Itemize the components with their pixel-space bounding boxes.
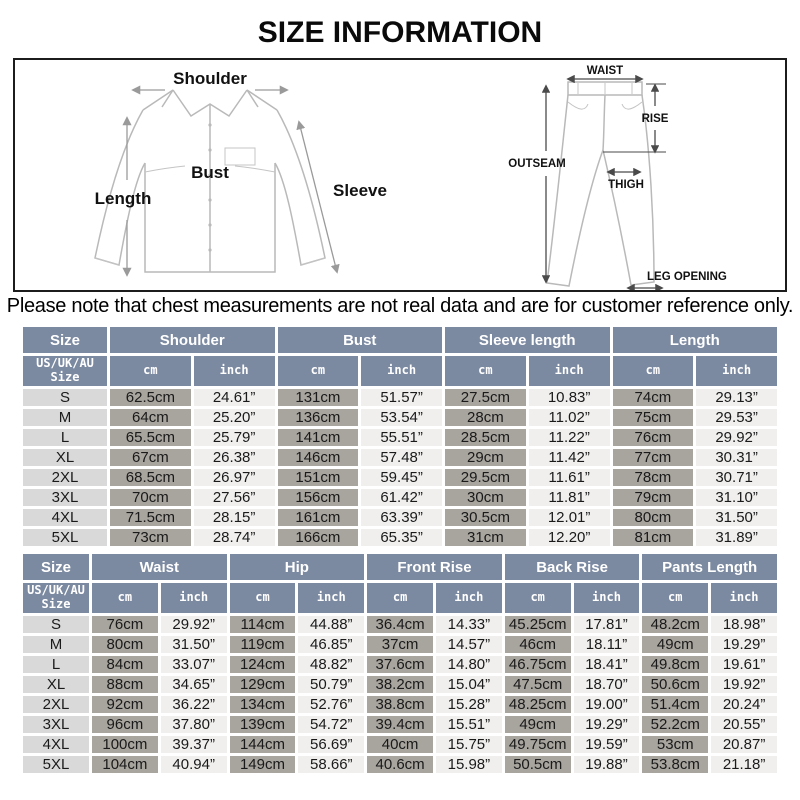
size-row-m — [23, 409, 777, 426]
cm-value-cell: 129cm — [230, 676, 296, 693]
inch-value-cell: 15.51” — [436, 716, 502, 733]
cm-value-cell: 50.5cm — [505, 756, 571, 773]
size-row-xl — [23, 676, 777, 693]
cm-value-cell: 38.8cm — [367, 696, 433, 713]
sleeve-arrow — [299, 122, 337, 272]
size-column-header: Size — [23, 327, 107, 353]
size-row-m — [23, 636, 777, 653]
inch-value-cell: 34.65” — [161, 676, 227, 693]
cm-value-cell: 92cm — [92, 696, 158, 713]
inch-value-cell: 21.18” — [711, 756, 777, 773]
cm-value-cell: 79cm — [613, 489, 694, 506]
inch-value-cell: 26.38” — [194, 449, 275, 466]
cm-value-cell: 31cm — [445, 529, 526, 546]
cm-unit-header: cm — [367, 583, 433, 613]
inch-value-cell: 53.54” — [361, 409, 442, 426]
inch-value-cell: 30.31” — [696, 449, 777, 466]
size-cell: 4XL — [23, 736, 89, 753]
cm-value-cell: 88cm — [92, 676, 158, 693]
size-cell: XL — [23, 449, 107, 466]
group-header: Shoulder — [110, 327, 275, 353]
inch-value-cell: 14.57” — [436, 636, 502, 653]
inch-value-cell: 19.59” — [574, 736, 640, 753]
inch-value-cell: 15.04” — [436, 676, 502, 693]
size-row-4xl — [23, 736, 777, 753]
cm-value-cell: 53cm — [642, 736, 708, 753]
cm-value-cell: 76cm — [613, 429, 694, 446]
inch-value-cell: 19.61” — [711, 656, 777, 673]
cm-value-cell: 71.5cm — [110, 509, 191, 526]
inch-value-cell: 25.20” — [194, 409, 275, 426]
cm-value-cell: 114cm — [230, 616, 296, 633]
inch-value-cell: 31.89” — [696, 529, 777, 546]
inch-value-cell: 31.50” — [696, 509, 777, 526]
inch-value-cell: 44.88” — [298, 616, 364, 633]
size-row-s — [23, 616, 777, 633]
length-label: Length — [94, 189, 152, 208]
inch-value-cell: 46.85” — [298, 636, 364, 653]
cm-value-cell: 50.6cm — [642, 676, 708, 693]
cm-value-cell: 29cm — [445, 449, 526, 466]
cm-value-cell: 49cm — [642, 636, 708, 653]
cm-unit-header: cm — [445, 356, 526, 386]
inch-value-cell: 28.15” — [194, 509, 275, 526]
inch-unit-header: inch — [696, 356, 777, 386]
cm-value-cell: 49.8cm — [642, 656, 708, 673]
inch-unit-header: inch — [529, 356, 610, 386]
cm-value-cell: 62.5cm — [110, 389, 191, 406]
pants-size-table-wrap — [0, 551, 800, 776]
size-cell: L — [23, 429, 107, 446]
group-header: Bust — [278, 327, 443, 353]
inch-value-cell: 18.70” — [574, 676, 640, 693]
inch-value-cell: 36.22” — [161, 696, 227, 713]
size-row-xl — [23, 449, 777, 466]
cm-value-cell: 131cm — [278, 389, 359, 406]
size-cell: 3XL — [23, 716, 89, 733]
inch-value-cell: 14.33” — [436, 616, 502, 633]
inch-value-cell: 11.02” — [529, 409, 610, 426]
note-text: Please note that chest measurements are not real data and are for customer reference only. — [6, 295, 794, 317]
size-cell: XL — [23, 676, 89, 693]
inch-value-cell: 17.81” — [574, 616, 640, 633]
inch-unit-header: inch — [574, 583, 640, 613]
cm-value-cell: 40cm — [367, 736, 433, 753]
cm-value-cell: 29.5cm — [445, 469, 526, 486]
size-cell: 4XL — [23, 509, 107, 526]
inch-value-cell: 19.88” — [574, 756, 640, 773]
inch-value-cell: 15.28” — [436, 696, 502, 713]
inch-value-cell: 33.07” — [161, 656, 227, 673]
cm-value-cell: 151cm — [278, 469, 359, 486]
size-cell: 2XL — [23, 696, 89, 713]
cm-value-cell: 84cm — [92, 656, 158, 673]
inch-value-cell: 20.87” — [711, 736, 777, 753]
inch-value-cell: 19.92” — [711, 676, 777, 693]
size-cell: 5XL — [23, 529, 107, 546]
inch-value-cell: 20.24” — [711, 696, 777, 713]
cm-value-cell: 46.75cm — [505, 656, 571, 673]
inch-value-cell: 11.22” — [529, 429, 610, 446]
cm-value-cell: 76cm — [92, 616, 158, 633]
cm-unit-header: cm — [278, 356, 359, 386]
cm-value-cell: 156cm — [278, 489, 359, 506]
group-header: Length — [613, 327, 778, 353]
size-row-4xl — [23, 509, 777, 526]
size-column-header: Size — [23, 554, 89, 580]
region-size-header: US/UK/AU Size — [23, 583, 89, 613]
size-row-l — [23, 429, 777, 446]
bust-label: Bust — [191, 163, 229, 182]
size-cell: L — [23, 656, 89, 673]
inch-value-cell: 18.11” — [574, 636, 640, 653]
cm-unit-header: cm — [642, 583, 708, 613]
inch-value-cell: 39.37” — [161, 736, 227, 753]
cm-value-cell: 30cm — [445, 489, 526, 506]
cm-value-cell: 48.25cm — [505, 696, 571, 713]
inch-value-cell: 51.57” — [361, 389, 442, 406]
cm-value-cell: 74cm — [613, 389, 694, 406]
cm-value-cell: 65.5cm — [110, 429, 191, 446]
cm-value-cell: 45.25cm — [505, 616, 571, 633]
shirt-diagram — [15, 60, 400, 290]
inch-value-cell: 27.56” — [194, 489, 275, 506]
inch-value-cell: 59.45” — [361, 469, 442, 486]
cm-value-cell: 47.5cm — [505, 676, 571, 693]
cm-value-cell: 68.5cm — [110, 469, 191, 486]
size-cell: M — [23, 636, 89, 653]
size-row-l — [23, 656, 777, 673]
cm-value-cell: 144cm — [230, 736, 296, 753]
inch-unit-header: inch — [298, 583, 364, 613]
cm-value-cell: 149cm — [230, 756, 296, 773]
inch-value-cell: 20.55” — [711, 716, 777, 733]
cm-value-cell: 40.6cm — [367, 756, 433, 773]
cm-unit-header: cm — [230, 583, 296, 613]
cm-value-cell: 73cm — [110, 529, 191, 546]
cm-value-cell: 28.5cm — [445, 429, 526, 446]
size-cell: S — [23, 389, 107, 406]
thigh-label: THIGH — [608, 179, 644, 191]
tops-size-table — [20, 324, 780, 549]
cm-value-cell: 100cm — [92, 736, 158, 753]
cm-value-cell: 166cm — [278, 529, 359, 546]
size-row-s — [23, 389, 777, 406]
inch-value-cell: 11.42” — [529, 449, 610, 466]
inch-value-cell: 24.61” — [194, 389, 275, 406]
inch-value-cell: 52.76” — [298, 696, 364, 713]
inch-value-cell: 29.92” — [161, 616, 227, 633]
inch-value-cell: 18.98” — [711, 616, 777, 633]
cm-value-cell: 48.2cm — [642, 616, 708, 633]
inch-value-cell: 29.13” — [696, 389, 777, 406]
cm-value-cell: 134cm — [230, 696, 296, 713]
cm-value-cell: 146cm — [278, 449, 359, 466]
inch-value-cell: 61.42” — [361, 489, 442, 506]
size-row-5xl — [23, 529, 777, 546]
inch-value-cell: 31.10” — [696, 489, 777, 506]
cm-value-cell: 119cm — [230, 636, 296, 653]
cm-value-cell: 36.4cm — [367, 616, 433, 633]
cm-value-cell: 28cm — [445, 409, 526, 426]
inch-value-cell: 19.29” — [574, 716, 640, 733]
group-header: Waist — [92, 554, 227, 580]
cm-value-cell: 124cm — [230, 656, 296, 673]
size-cell: 3XL — [23, 489, 107, 506]
inch-value-cell: 58.66” — [298, 756, 364, 773]
inch-value-cell: 30.71” — [696, 469, 777, 486]
cm-unit-header: cm — [110, 356, 191, 386]
size-row-3xl — [23, 489, 777, 506]
inch-value-cell: 11.61” — [529, 469, 610, 486]
cm-unit-header: cm — [92, 583, 158, 613]
rise-label: RISE — [641, 113, 669, 125]
cm-value-cell: 80cm — [92, 636, 158, 653]
cm-value-cell: 52.2cm — [642, 716, 708, 733]
inch-value-cell: 37.80” — [161, 716, 227, 733]
inch-value-cell: 31.50” — [161, 636, 227, 653]
inch-value-cell: 14.80” — [436, 656, 502, 673]
inch-value-cell: 56.69” — [298, 736, 364, 753]
cm-value-cell: 67cm — [110, 449, 191, 466]
inch-value-cell: 28.74” — [194, 529, 275, 546]
cm-value-cell: 104cm — [92, 756, 158, 773]
group-header: Front Rise — [367, 554, 502, 580]
group-header: Hip — [230, 554, 365, 580]
tops-size-table-wrap — [0, 324, 800, 549]
cm-value-cell: 27.5cm — [445, 389, 526, 406]
cm-value-cell: 80cm — [613, 509, 694, 526]
inch-value-cell: 25.79” — [194, 429, 275, 446]
cm-value-cell: 77cm — [613, 449, 694, 466]
inch-value-cell: 63.39” — [361, 509, 442, 526]
inch-value-cell: 11.81” — [529, 489, 610, 506]
inch-value-cell: 55.51” — [361, 429, 442, 446]
cm-value-cell: 30.5cm — [445, 509, 526, 526]
cm-value-cell: 51.4cm — [642, 696, 708, 713]
inch-unit-header: inch — [161, 583, 227, 613]
measurement-diagram-box — [13, 58, 787, 292]
inch-value-cell: 50.79” — [298, 676, 364, 693]
inch-value-cell: 40.94” — [161, 756, 227, 773]
inch-unit-header: inch — [436, 583, 502, 613]
outseam-label: OUTSEAM — [508, 158, 566, 170]
inch-unit-header: inch — [711, 583, 777, 613]
cm-value-cell: 70cm — [110, 489, 191, 506]
cm-value-cell: 37.6cm — [367, 656, 433, 673]
inch-value-cell: 15.75” — [436, 736, 502, 753]
inch-unit-header: inch — [194, 356, 275, 386]
cm-value-cell: 161cm — [278, 509, 359, 526]
inch-value-cell: 48.82” — [298, 656, 364, 673]
size-cell: S — [23, 616, 89, 633]
cm-value-cell: 78cm — [613, 469, 694, 486]
leg-opening-label: LEG OPENING — [647, 271, 727, 283]
waist-label: WAIST — [586, 65, 624, 77]
page-title: SIZE INFORMATION — [257, 16, 543, 49]
size-cell: 2XL — [23, 469, 107, 486]
size-cell: M — [23, 409, 107, 426]
cm-value-cell: 96cm — [92, 716, 158, 733]
cm-value-cell: 49.75cm — [505, 736, 571, 753]
cm-value-cell: 49cm — [505, 716, 571, 733]
inch-value-cell: 26.97” — [194, 469, 275, 486]
inch-value-cell: 15.98” — [436, 756, 502, 773]
size-row-2xl — [23, 696, 777, 713]
inch-unit-header: inch — [361, 356, 442, 386]
inch-value-cell: 54.72” — [298, 716, 364, 733]
inch-value-cell: 12.20” — [529, 529, 610, 546]
size-row-5xl — [23, 756, 777, 773]
inch-value-cell: 12.01” — [529, 509, 610, 526]
shoulder-label: Shoulder — [173, 69, 247, 88]
sleeve-label: Sleeve — [333, 181, 387, 200]
size-cell: 5XL — [23, 756, 89, 773]
region-size-header: US/UK/AU Size — [23, 356, 107, 386]
inch-value-cell: 18.41” — [574, 656, 640, 673]
cm-value-cell: 53.8cm — [642, 756, 708, 773]
cm-value-cell: 46cm — [505, 636, 571, 653]
inch-value-cell: 57.48” — [361, 449, 442, 466]
cm-value-cell: 37cm — [367, 636, 433, 653]
cm-value-cell: 38.2cm — [367, 676, 433, 693]
group-header: Pants Length — [642, 554, 777, 580]
pants-size-table — [20, 551, 780, 776]
group-header: Back Rise — [505, 554, 640, 580]
inch-value-cell: 29.92” — [696, 429, 777, 446]
cm-value-cell: 136cm — [278, 409, 359, 426]
group-header: Sleeve length — [445, 327, 610, 353]
cm-value-cell: 139cm — [230, 716, 296, 733]
size-row-3xl — [23, 716, 777, 733]
size-row-2xl — [23, 469, 777, 486]
cm-value-cell: 39.4cm — [367, 716, 433, 733]
inch-value-cell: 29.53” — [696, 409, 777, 426]
cm-value-cell: 81cm — [613, 529, 694, 546]
inch-value-cell: 65.35” — [361, 529, 442, 546]
cm-value-cell: 64cm — [110, 409, 191, 426]
cm-value-cell: 75cm — [613, 409, 694, 426]
cm-unit-header: cm — [505, 583, 571, 613]
inch-value-cell: 19.29” — [711, 636, 777, 653]
cm-value-cell: 141cm — [278, 429, 359, 446]
pants-diagram — [400, 60, 783, 290]
inch-value-cell: 10.83” — [529, 389, 610, 406]
cm-unit-header: cm — [613, 356, 694, 386]
inch-value-cell: 19.00” — [574, 696, 640, 713]
